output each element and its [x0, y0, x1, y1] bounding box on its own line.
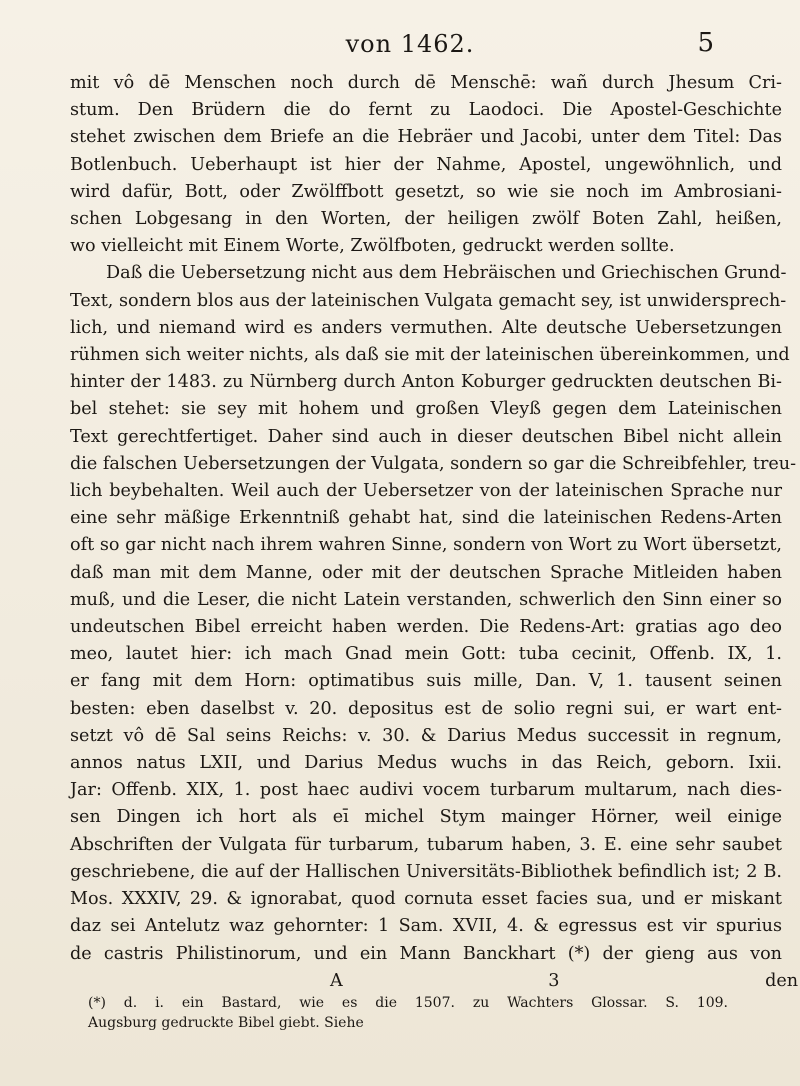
running-header [90, 26, 730, 66]
text-line: wo vielleicht mit Einem Worte, Zwölfboten, gedruckt werden sollte. [70, 236, 675, 257]
text-line: oft so gar nicht nach ihrem wahren Sinne, sondern von Wort zu Wort übersetzt, [70, 535, 782, 556]
text-line: Daß die Uebersetzung nicht aus dem Hebräischen und Griechischen Grund- [106, 263, 787, 284]
text-line: de castris Philistinorum, und ein Mann Banckhart (*) der gieng aus von [70, 943, 782, 964]
footnote-line: Augsburg gedruckte Bibel giebt. Siehe [88, 1015, 364, 1031]
text-line: Jar: Offenb. XIX, 1. post haec audivi vocem turbarum multarum, nach dies- [70, 780, 782, 801]
text-line: Botlenbuch. Ueberhaupt ist hier der Nahme, Apostel, ungewöhnlich, und [70, 154, 782, 175]
footnote [88, 993, 728, 1033]
text-line: lich, und niemand wird es anders vermuthen. Alte deutsche Uebersetzungen [70, 317, 782, 338]
text-line: stum. Den Brüdern die do fernt zu Laodoci. Die Apostel-Geschichte [70, 100, 782, 121]
text-line: meo, lautet hier: ich mach Gnad mein Gott: tuba cecinit, Offenb. IX, 1. [70, 644, 782, 665]
text-line: er fang mit dem Horn: optimatibus suis mille, Dan. V, 1. tausent seinen [70, 671, 782, 692]
signature-and-catchword: A 3 den [330, 970, 799, 991]
text-line: bel stehet: sie sey mit hohem und großen Vleyß gegen dem Lateinischen [70, 399, 782, 420]
text-line: geschriebene, die auf der Hallischen Universitäts-Bibliothek befindlich ist; 2 B. [70, 861, 782, 882]
text-line: daz sei Antelutz waz gehornter: 1 Sam. XVII, 4. & egressus est vir spurius [70, 916, 782, 937]
text-line: sen Dingen ich hort als eī michel Stym mainger Hörner, weil einige [70, 807, 782, 828]
text-line: Text, sondern blos aus der lateinischen Vulgata gemacht sey, ist unwidersprech- [70, 290, 787, 311]
text-line: eine sehr mäßige Erkenntniß gehabt hat, sind die lateinischen Redens-Arten [70, 508, 782, 529]
text-line: besten: eben daselbst v. 20. depositus est de solio regni sui, er wart ent- [70, 698, 782, 719]
text-line: hinter der 1483. zu Nürnberg durch Anton Koburger gedruckten deutschen Bi- [70, 372, 782, 393]
text-line: annos natus LXII, und Darius Medus wuchs in das Reich, geborn. Ixii. [70, 753, 782, 774]
text-line: muß, und die Leser, die nicht Latein verstanden, schwerlich den Sinn einer so [70, 589, 782, 610]
text-line: Text gerechtfertiget. Daher sind auch in dieser deutschen Bibel nicht allein [70, 426, 782, 447]
text-line: stehet zwischen dem Briefe an die Hebräer und Jacobi, unter dem Titel: Das [70, 127, 782, 148]
footnote-line: (*) d. i. ein Bastard, wie es die 1507. zu Wachters Glossar. S. 109. [88, 995, 728, 1011]
text-line: die falschen Uebersetzungen der Vulgata, sondern so gar die Schreibfehler, treu- [70, 453, 797, 474]
text-line: lich beybehalten. Weil auch der Uebersetzer von der lateinischen Sprache nur [70, 481, 782, 502]
main-text [70, 70, 799, 995]
text-line: Abschriften der Vulgata für turbarum, tubarum haben, 3. E. eine sehr saubet [70, 834, 782, 855]
text-line: wird dafür, Bott, oder Zwölffbott gesetzt, so wie sie noch im Ambrosiani- [70, 181, 782, 202]
running-title: von 1462. [345, 30, 475, 58]
text-line: rühmen sich weiter nichts, als daß sie mit der lateinischen übereinkommen, und [70, 345, 790, 366]
text-line: setzt vô dē Sal seins Reichs: v. 30. & Darius Medus successit in regnum, [70, 725, 782, 746]
text-line: Mos. XXXIV, 29. & ignorabat, quod cornuta esset facies sua, und er miskant [70, 889, 782, 910]
text-line: schen Lobgesang in den Worten, der heiligen zwölf Boten Zahl, heißen, [70, 209, 782, 230]
page-number: 5 [697, 28, 714, 58]
text-line: mit vô dē Menschen noch durch dē Menschē: wañ durch Jhesum Cri- [70, 73, 782, 93]
text-line: daß man mit dem Manne, oder mit der deutschen Sprache Mitleiden haben [70, 562, 782, 583]
text-line: undeutschen Bibel erreicht haben werden. Die Redens-Art: gratias ago deo [70, 617, 782, 638]
